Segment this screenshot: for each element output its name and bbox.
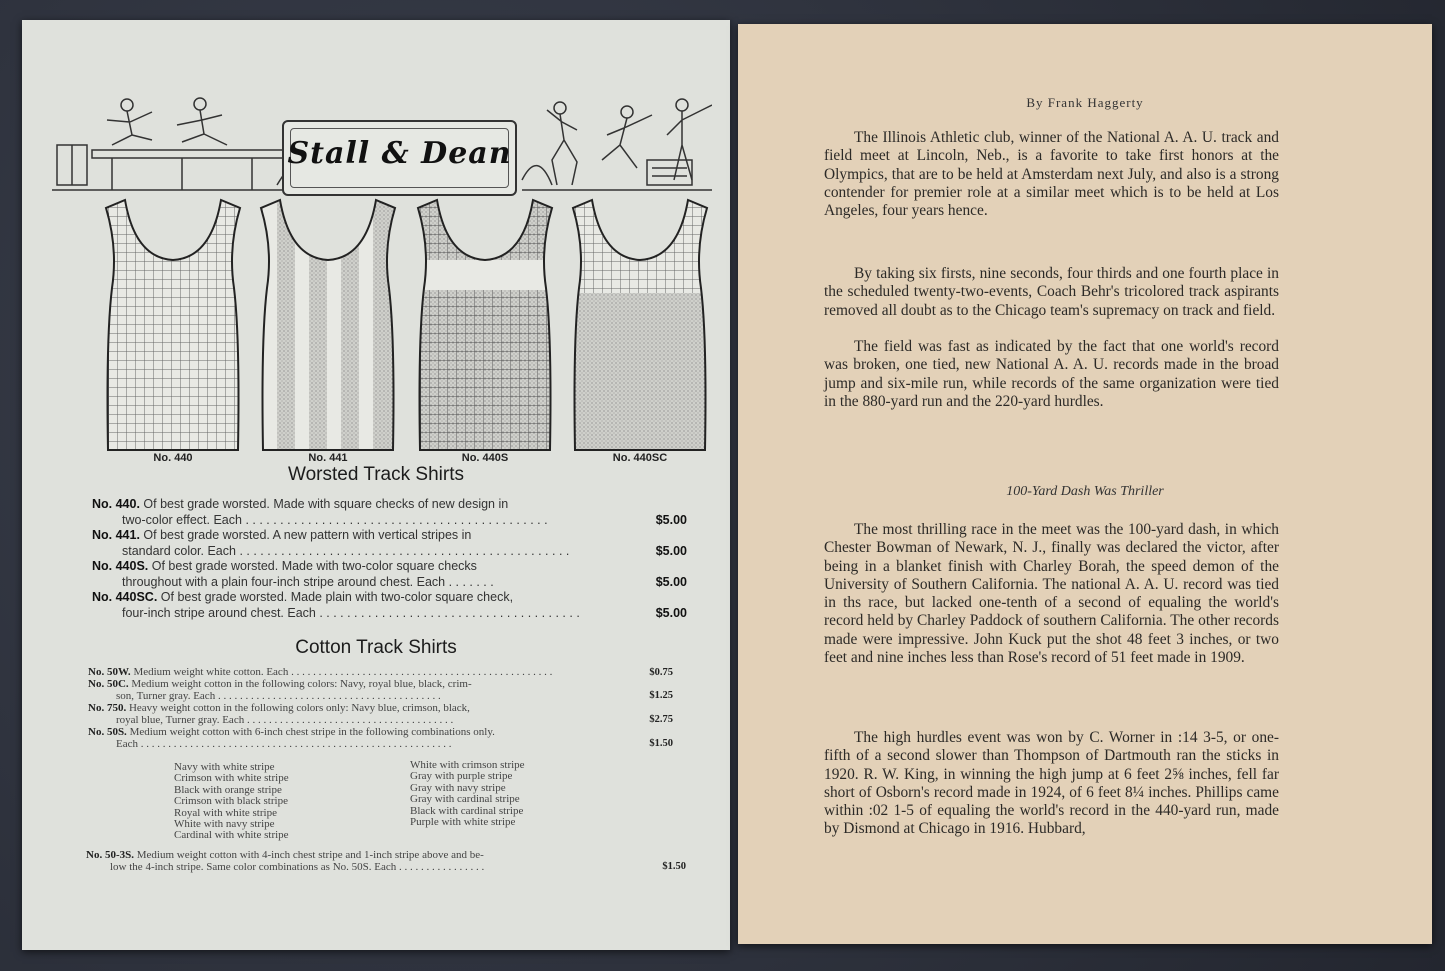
item-description: Medium weight cotton with 4-inch chest stripe and 1-inch stripe above and be- (136, 849, 484, 861)
color-combination: Gray with cardinal stripe (410, 793, 520, 806)
item-description: Of best grade worsted. A new pattern with vertical stripes in (143, 528, 472, 542)
article-paragraph: By taking six firsts, nine seconds, four thirds and one fourth place in the scheduled twenty-two-events, Coach Behr's tricolored track aspirants removed all doubt as to the Chicago team's supremacy on track and field. (824, 265, 1279, 319)
item-description-cont: low the 4-inch stripe. Same color combinations as No. 50S. Each (110, 860, 397, 873)
worsted-item: No. 441. Of best grade worsted. A new pattern with vertical stripes in standard color. Each . . . . . . . . . . . . . . . . . . . . . . . . . . . . . . . . . . . . . . . . . . . . . . . . $5.00 (92, 528, 687, 558)
color-combination: White with navy stripe (174, 818, 275, 831)
shirt-label: No. 440S (461, 452, 509, 464)
article-paragraph: The high hurdles event was won by C. Worner in :14 3-5, or one-fifth of a second slower than Thompson of Dartmouth ran the sticks in 1920. R. W. King, in winning the high jump at 6 feet 2⅝ inches, fell far short of Osborn's record made in 1924, of 6 feet 8¼ inches. Phillips came within :02 1-5 of equaling the world's record in the 440-yard run, made by Dismond at Chicago in 1916. Hubbard, (824, 729, 1279, 838)
item-description-cont: son, Turner gray. Each (116, 689, 216, 702)
item-price: $5.00 (655, 512, 687, 527)
item-description: Of best grade worsted. Made with two-color square checks (151, 559, 477, 573)
color-combination: Black with cardinal stripe (410, 804, 524, 817)
item-number: No. 440SC. (92, 590, 158, 604)
item-price: $5.00 (655, 543, 687, 558)
color-combinations-left (174, 762, 289, 842)
shirt-label: No. 441 (308, 452, 348, 464)
item-description-cont: royal blue, Turner gray. Each (116, 713, 245, 726)
shirt-illustration-440 (100, 198, 246, 454)
item-number: No. 50-3S. (86, 849, 134, 861)
left-catalog-page (22, 20, 730, 950)
article-byline: By Frank Haggerty (1026, 95, 1144, 110)
color-combination: Navy with white stripe (174, 761, 275, 773)
item-price: $2.75 (649, 714, 673, 725)
color-combination: Gray with navy stripe (410, 781, 506, 794)
worsted-section-title: Worsted Track Shirts (288, 464, 464, 485)
article-subheading: 100-Yard Dash Was Thriller (1006, 484, 1164, 499)
right-article-page (738, 24, 1432, 944)
item-description: Of best grade worsted. Made with square checks of new design in (143, 497, 509, 511)
cotton-item: No. 50C. Medium weight cotton in the following colors: Navy, royal blue, black, crim- son, Turner gray. Each . . . . . . . . . . . . . . . . . . . . . . . . . . . . . . . . . . . . . . . . . $1.25 (88, 678, 673, 702)
item-number: No. 440S. (92, 559, 149, 573)
color-combination: Gray with purple stripe (410, 770, 513, 783)
item-price: $1.25 (649, 690, 673, 701)
shirt-illustration-440SC (567, 198, 713, 454)
cotton-section-title: Cotton Track Shirts (295, 637, 457, 658)
item-price: $5.00 (655, 605, 687, 620)
item-number: No. 50C. (88, 678, 129, 690)
item-price: $0.75 (649, 667, 673, 678)
shirt-label: No. 440SC (612, 452, 668, 464)
item-price: $1.50 (662, 861, 686, 872)
item-description: Of best grade worsted. Made plain with two-color square check, (160, 590, 514, 604)
item-price: $1.50 (649, 738, 673, 749)
color-combination: Cardinal with white stripe (174, 829, 289, 842)
item-description-cont: Each (116, 737, 138, 750)
color-combination: Royal with white stripe (174, 806, 277, 819)
item-description-cont: throughout with a plain four-inch stripe around chest. Each (122, 574, 446, 589)
item-number: No. 50S. (88, 726, 127, 738)
color-combination: White with crimson stripe (410, 759, 525, 771)
cotton-item: No. 750. Heavy weight cotton in the following colors only: Navy blue, crimson, black, royal blue, Turner gray. Each . . . . . . . . . . . . . . . . . . . . . . . . . . . . . . . . . . . . . . $2.75 (88, 702, 673, 726)
worsted-item: No. 440SC. Of best grade worsted. Made plain with two-color square check, four-inch stripe around chest. Each . . . . . . . . . . . . . . . . . . . . . . . . . . . . . . . . . . . . . . $5.00 (92, 590, 687, 620)
item-description: Medium weight white cotton. Each (133, 666, 289, 678)
color-combination: Black with orange stripe (174, 783, 282, 796)
item-description-cont: standard color. Each (122, 543, 236, 558)
cotton-item: No. 50S. Medium weight cotton with 6-inch chest stripe in the following combinations only. Each . . . . . . . . . . . . . . . . . . . . . . . . . . . . . . . . . . . . . . . . . . . . . . . . . . . . . . . . . $1.50 (88, 726, 673, 750)
item-description: Heavy weight cotton in the following colors only: Navy blue, crimson, black, (128, 702, 470, 714)
cotton-item: No. 50-3S. Medium weight cotton with 4-inch chest stripe and 1-inch stripe above and be- low the 4-inch stripe. Same color combinations as No. 50S. Each . . . . . . . . . . . . . . . . $1.50 (86, 849, 686, 873)
shirt-label: No. 440 (153, 452, 193, 464)
item-number: No. 440. (92, 497, 140, 511)
shirt-illustration-441 (255, 198, 401, 454)
color-combinations-right (410, 760, 525, 828)
item-description: Medium weight cotton with 6-inch chest stripe in the following combinations only. (129, 726, 495, 738)
worsted-item: No. 440S. Of best grade worsted. Made with two-color square checks throughout with a plain four-inch stripe around chest. Each . . . . . . . $5.00 (92, 559, 687, 589)
color-combination: Crimson with black stripe (174, 795, 288, 808)
item-number: No. 750. (88, 702, 127, 714)
brand-logo: Stall & Dean (287, 136, 512, 171)
article-paragraph: The most thrilling race in the meet was the 100-yard dash, in which Chester Bowman of Newark, N. J., finally was declared the victor, after being in a blanket finish with Charley Borah, the speed demon of the University of Southern California. The national A. A. U. record was tied in ths race, but lacked one-tenth of a second of equaling the world's record held by Charley Paddock of southern California. The other records made were impressive. John Kuck put the shot 48 feet 3 inches, or two feet and nine inches less than Rose's record of 51 feet made in 1909. (824, 521, 1279, 667)
cotton-item: No. 50W. Medium weight white cotton. Each . . . . . . . . . . . . . . . . . . . . . . . . . . . . . . . . . . . . . . . . . . . . . . . . $0.75 (88, 666, 673, 678)
article-paragraph: The Illinois Athletic club, winner of the National A. A. U. track and field meet at Lincoln, Neb., is a favorite to take first honors at the Olympics, that are to be held at Amsterdam next July, and also is a strong contender for premier role at a similar meet which is to be held at Los Angeles, four years hence. (824, 129, 1279, 220)
item-description: Medium weight cotton in the following colors: Navy, royal blue, black, crim- (131, 678, 472, 690)
item-number: No. 50W. (88, 666, 131, 678)
item-price: $5.00 (655, 574, 687, 589)
color-combination: Purple with white stripe (410, 816, 516, 829)
item-description-cont: four-inch stripe around chest. Each (122, 605, 316, 620)
article-paragraph: The field was fast as indicated by the fact that one world's record was broken, one tied, new National A. A. U. records made in the broad jump and six-mile run, while records of the same organization were tied in the 880-yard run and the 220-yard hurdles. (824, 338, 1279, 410)
item-number: No. 441. (92, 528, 140, 542)
worsted-item: No. 440. Of best grade worsted. Made with square checks of new design in two-color effect. Each . . . . . . . . . . . . . . . . . . . . . . . . . . . . . . . . . . . . . . . . . . . . $5.00 (92, 497, 687, 527)
brand-logo-plaque (282, 120, 517, 196)
color-combination: Crimson with white stripe (174, 772, 289, 785)
item-description-cont: two-color effect. Each (122, 512, 242, 527)
shirt-illustration-440S (412, 198, 558, 454)
